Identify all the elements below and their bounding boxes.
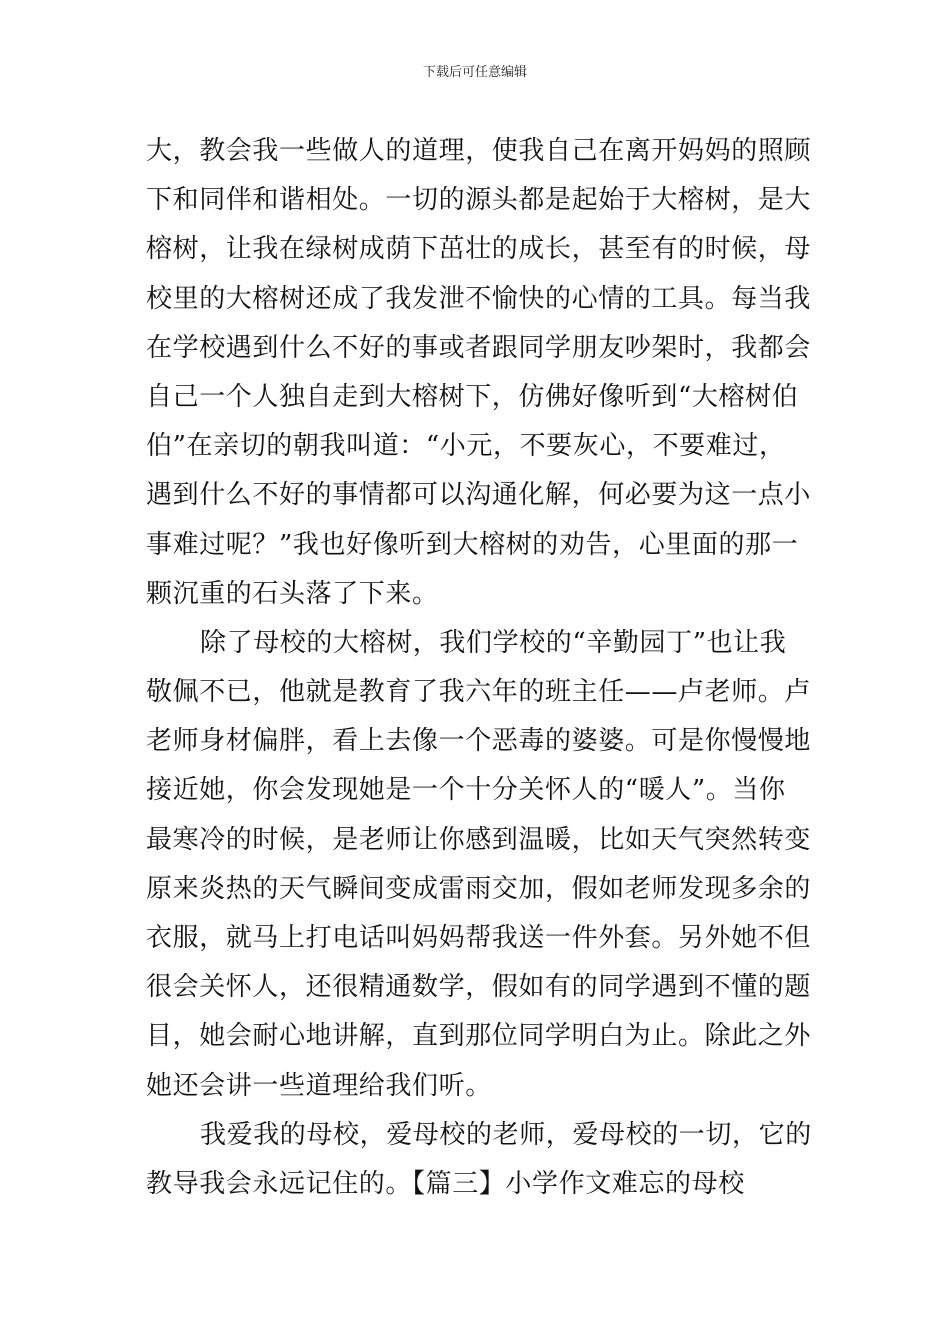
text-line: 很会关怀人，还很精通数学，假如有的同学遇到不懂的题 — [146, 972, 812, 1003]
text-line: 教导我会永远记住的。【篇三】小学作文难忘的母校 — [146, 1168, 745, 1199]
text-line: 除了母校的大榕树，我们学校的“辛勤园丁”也让我 — [200, 627, 787, 658]
text-line: 衣服，就马上打电话叫妈妈帮我送一件外套。另外她不但 — [146, 923, 812, 953]
document-body — [146, 127, 816, 1209]
text-line: 原来炎热的天气瞬间变成雷雨交加，假如老师发现多余的 — [146, 873, 812, 904]
text-line: 接近她，你会发现她是一个十分关怀人的“暖人”。当你 — [146, 775, 786, 806]
text-line: 遇到什么不好的事情都可以沟通化解，何必要为这一点小 — [146, 480, 812, 511]
text-line: 目，她会耐心地讲解，直到那位同学明白为止。除此之外 — [146, 1021, 812, 1052]
text-line: 伯”在亲切的朝我叫道：“小元，不要灰心，不要难过， — [146, 431, 786, 462]
text-line: 颗沉重的石头落了下来。 — [146, 578, 439, 609]
text-line: 自己一个人独自走到大榕树下，仿佛好像听到“大榕树伯 — [146, 381, 799, 412]
text-line: 最寒冷的时候，是老师让你感到温暖，比如天气突然转变 — [146, 824, 812, 855]
text-line: 在学校遇到什么不好的事或者跟同学朋友吵架时，我都会 — [146, 332, 812, 363]
text-line: 她还会讲一些道理给我们听。 — [146, 1070, 492, 1101]
page-header: 下载后可任意编辑 — [422, 65, 527, 80]
text-line: 下和同伴和谐相处。一切的源头都是起始于大榕树，是大 — [146, 185, 812, 216]
paragraph-3 — [146, 1111, 816, 1209]
paragraph-2 — [146, 619, 816, 1111]
text-line: 我爱我的母校，爱母校的老师，爱母校的一切，它的 — [200, 1119, 812, 1150]
text-line: 事难过呢？”我也好像听到大榕树的劝告，心里面的那一 — [146, 529, 799, 560]
paragraph-1 — [146, 127, 816, 619]
text-line: 校里的大榕树还成了我发泄不愉快的心情的工具。每当我 — [146, 283, 812, 314]
text-line: 老师身材偏胖，看上去像一个恶毒的婆婆。可是你慢慢地 — [146, 726, 812, 757]
text-line: 大，教会我一些做人的道理，使我自己在离开妈妈的照顾 — [146, 136, 812, 166]
text-line: 敬佩不已，他就是教育了我六年的班主任——卢老师。卢 — [146, 677, 812, 708]
text-line: 榕树，让我在绿树成荫下茁壮的成长，甚至有的时候，母 — [146, 234, 812, 265]
